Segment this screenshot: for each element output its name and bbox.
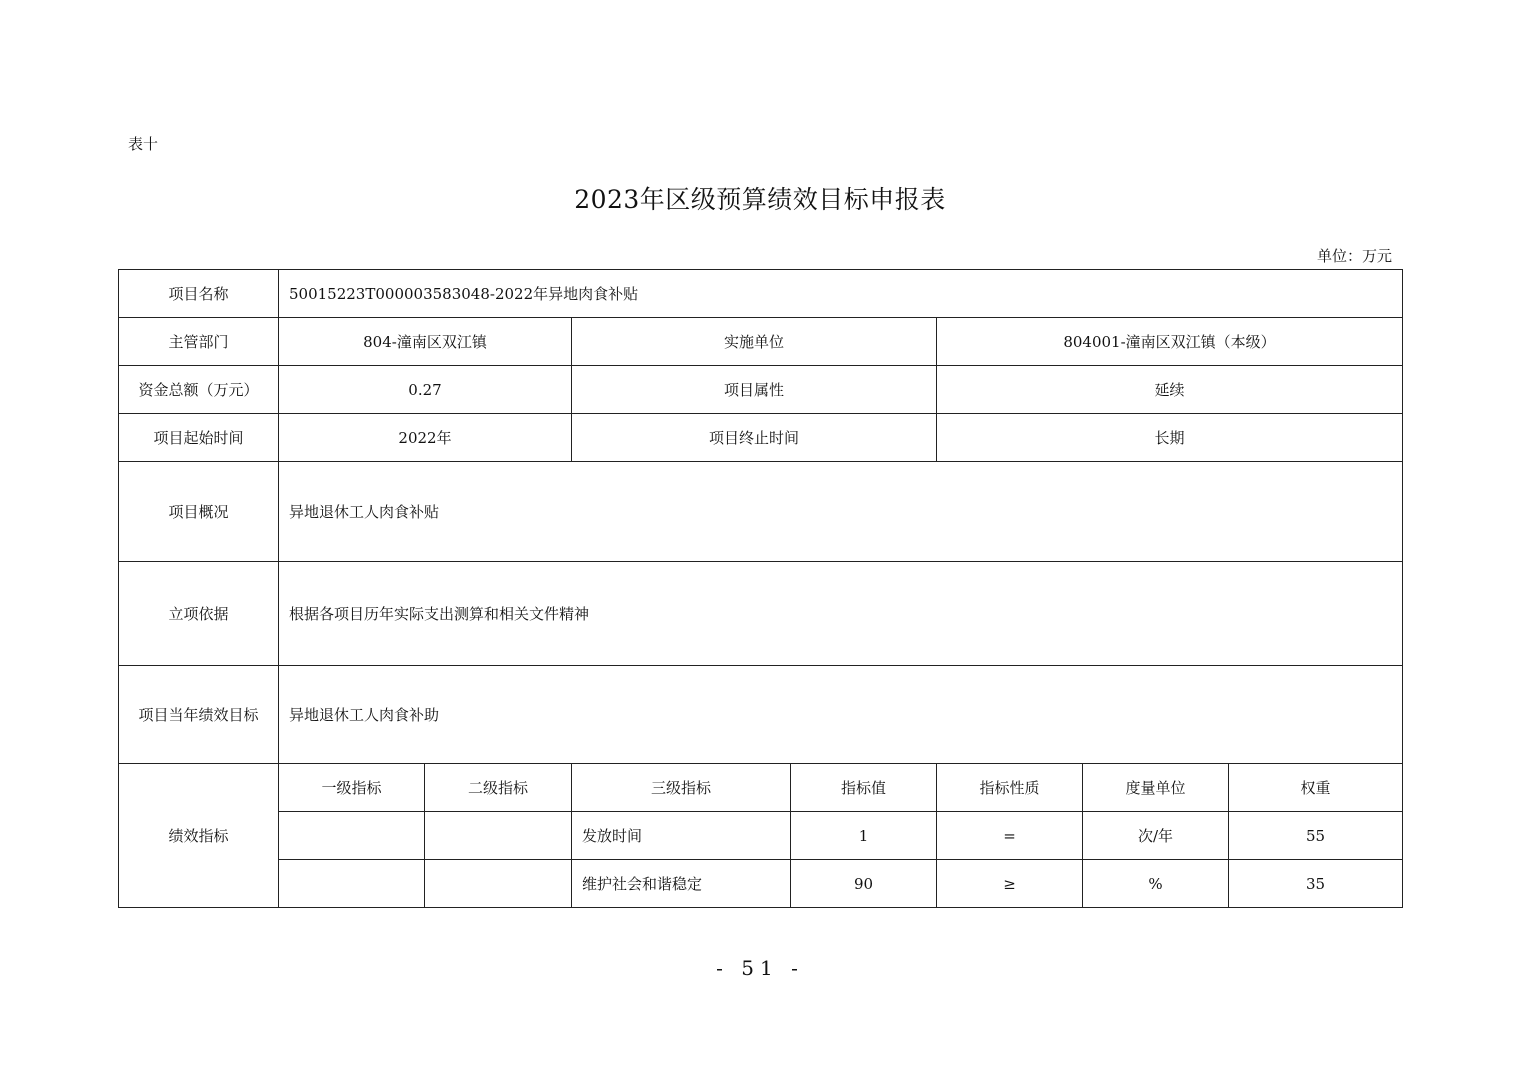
indicator-nature: ≥ [937, 860, 1083, 908]
indicator-header-row [119, 764, 1403, 812]
indicator-unit: 次/年 [1083, 812, 1229, 860]
impl-label: 实施单位 [572, 318, 937, 366]
end-label: 项目终止时间 [572, 414, 937, 462]
goal-value: 异地退休工人肉食补助 [279, 666, 1403, 764]
overview-label: 项目概况 [119, 462, 279, 562]
fund-label: 资金总额（万元） [119, 366, 279, 414]
indicator-weight: 55 [1229, 812, 1403, 860]
table-number: 表十 [128, 135, 159, 153]
fund-value: 0.27 [279, 366, 572, 414]
indicator-header-value: 指标值 [791, 764, 937, 812]
dept-label: 主管部门 [119, 318, 279, 366]
indicator-value: 1 [791, 812, 937, 860]
project-name-value: 50015223T000003583048-2022年异地肉食补贴 [279, 270, 1403, 318]
indicator-level3: 发放时间 [572, 812, 791, 860]
attr-label: 项目属性 [572, 366, 937, 414]
overview-value: 异地退休工人肉食补贴 [279, 462, 1403, 562]
page-title: 2023年区级预算绩效目标申报表 [574, 185, 946, 214]
indicator-level2 [425, 812, 572, 860]
row-period [119, 414, 1403, 462]
impl-value: 804001-潼南区双江镇（本级） [937, 318, 1403, 366]
unit-label: 单位：万元 [1316, 247, 1392, 265]
indicator-level3: 维护社会和谐稳定 [572, 860, 791, 908]
basis-value: 根据各项目历年实际支出测算和相关文件精神 [279, 562, 1403, 666]
start-value: 2022年 [279, 414, 572, 462]
attr-value: 延续 [937, 366, 1403, 414]
indicator-header-level3: 三级指标 [572, 764, 791, 812]
row-overview [119, 462, 1403, 562]
row-fund [119, 366, 1403, 414]
indicator-level1 [279, 860, 425, 908]
end-value: 长期 [937, 414, 1403, 462]
indicator-level2 [425, 860, 572, 908]
indicator-header-unit: 度量单位 [1083, 764, 1229, 812]
row-goal [119, 666, 1403, 764]
page-number: - 51 - [716, 956, 804, 980]
indicator-header-level2: 二级指标 [425, 764, 572, 812]
row-basis [119, 562, 1403, 666]
project-name-label: 项目名称 [119, 270, 279, 318]
indicator-header-level1: 一级指标 [279, 764, 425, 812]
basis-label: 立项依据 [119, 562, 279, 666]
indicator-row [119, 860, 1403, 908]
indicators-label: 绩效指标 [119, 764, 279, 908]
indicator-unit: % [1083, 860, 1229, 908]
indicator-header-weight: 权重 [1229, 764, 1403, 812]
start-label: 项目起始时间 [119, 414, 279, 462]
row-department [119, 318, 1403, 366]
dept-value: 804-潼南区双江镇 [279, 318, 572, 366]
indicator-weight: 35 [1229, 860, 1403, 908]
indicator-header-nature: 指标性质 [937, 764, 1083, 812]
indicator-row [119, 812, 1403, 860]
indicator-value: 90 [791, 860, 937, 908]
indicator-nature: = [937, 812, 1083, 860]
indicator-level1 [279, 812, 425, 860]
performance-target-table [118, 269, 1403, 908]
goal-label: 项目当年绩效目标 [119, 666, 279, 764]
row-project-name [119, 270, 1403, 318]
